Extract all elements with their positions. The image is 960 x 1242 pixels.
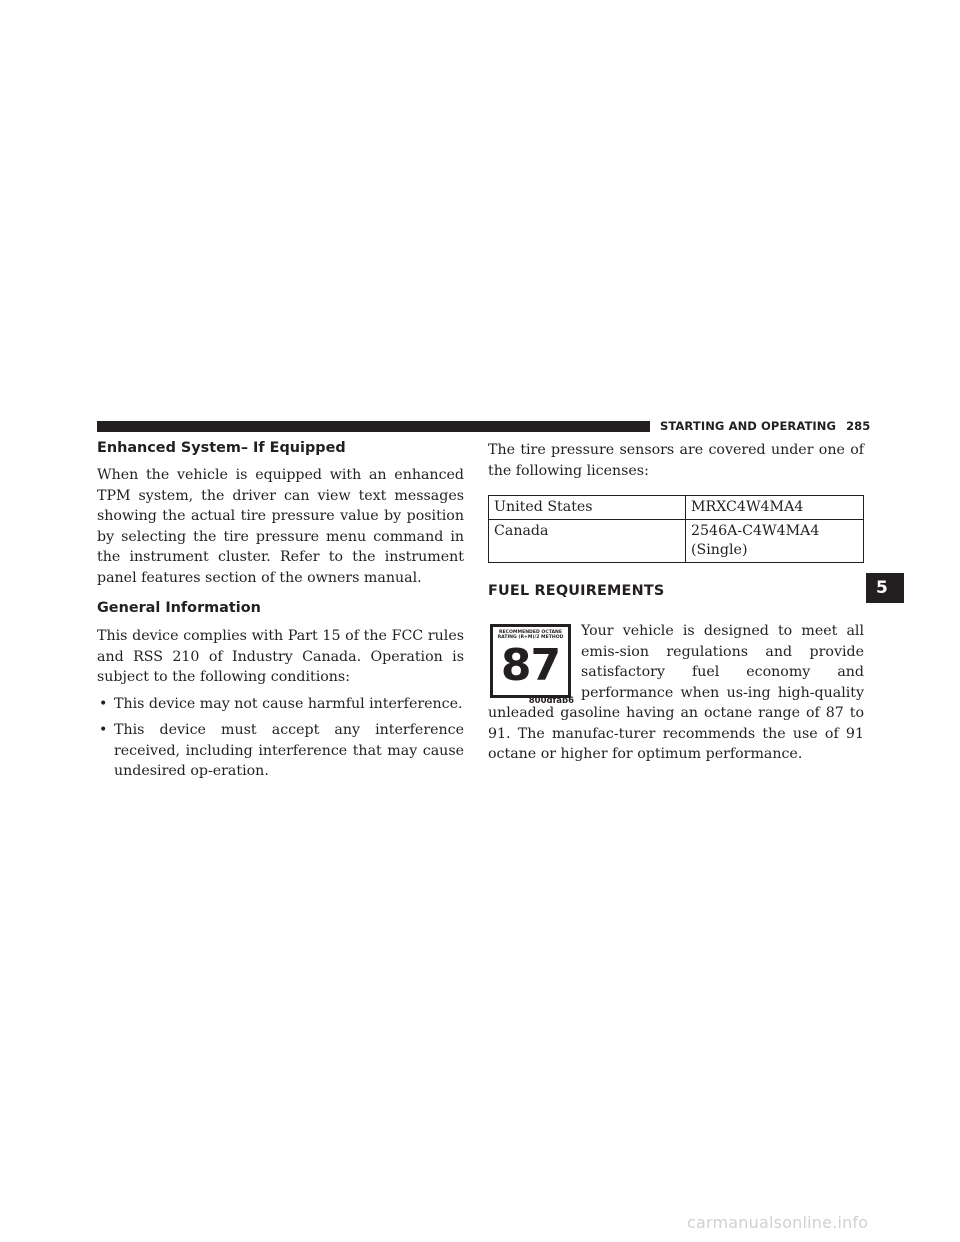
fuel-section: [488, 621, 864, 765]
section-title: STARTING AND OPERATING: [660, 419, 837, 433]
image-code: 800dfab6: [528, 696, 574, 706]
running-header: [660, 419, 871, 433]
table-cell-region: United States: [489, 496, 686, 520]
list-item: • This device must accept any interference received, including interference that may cause undesired op-eration.: [99, 722, 464, 779]
table-cell-region: Canada: [489, 520, 686, 563]
conditions-list: [97, 694, 464, 782]
bullet-icon: •: [99, 695, 108, 712]
fuel-paragraph: Your vehicle is designed to meet all emis-sion regulations and provide satisfactory fuel economy and performance when us-ing high-quality unleaded gasoline having an octane range of 87 to 91. The manufac-turer recommends the use of 91 octane or higher for optimum performance.: [488, 623, 864, 762]
licenses-table: [488, 495, 864, 563]
enhanced-system-paragraph: When the vehicle is equipped with an enhanced TPM system, the driver can view text messages showing the actual tire pressure value by position by selecting the tire pressure menu command in the instrument cluster. Refer to the instrument panel features section of the owners manual.: [97, 467, 464, 586]
general-information-heading: General Information: [97, 600, 261, 616]
table-cell-license: MRXC4W4MA4: [686, 496, 864, 520]
enhanced-system-heading: Enhanced System– If Equipped: [97, 440, 346, 456]
octane-label-image: [488, 624, 574, 706]
octane-number: 87: [500, 640, 561, 691]
table-row: [489, 496, 864, 520]
watermark: carmanualsonline.info: [687, 1213, 869, 1232]
right-column: [488, 440, 864, 765]
license-note: (Single): [691, 542, 748, 558]
left-column: [97, 440, 464, 788]
header-rule: [97, 421, 650, 432]
licenses-intro: The tire pressure sensors are covered under one of the following licenses:: [488, 442, 864, 479]
bullet-icon: •: [99, 722, 108, 738]
octane-label-caption: RECOMMENDED OCTANE RATING (R+M)/2 METHOD: [497, 630, 564, 640]
octane-label-frame: [490, 624, 571, 698]
page-number: 285: [846, 419, 871, 433]
table-cell-license: 2546A-C4W4MA4 (Single): [686, 520, 864, 563]
list-item: • This device may not cause harmful interference.: [97, 694, 464, 715]
table-row: [489, 520, 864, 563]
general-information-paragraph: This device complies with Part 15 of the FCC rules and RSS 210 of Industry Canada. Operation is subject to the following conditions:: [97, 628, 464, 685]
fuel-requirements-heading: FUEL REQUIREMENTS: [488, 583, 665, 599]
chapter-tab: 5: [866, 573, 904, 603]
